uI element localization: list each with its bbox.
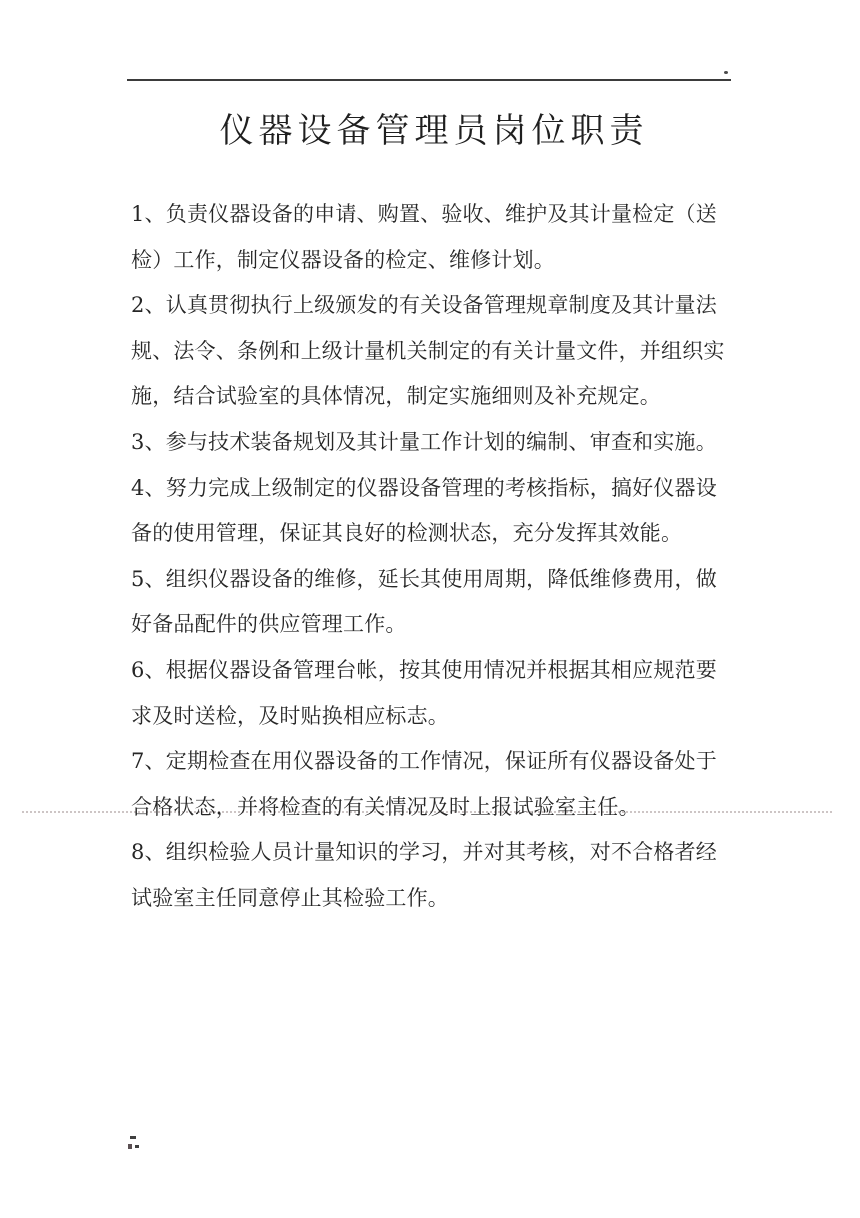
paragraph-line: 合格状态，并将检查的有关情况及时上报试验室主任。: [131, 794, 640, 819]
paragraph-line: 求及时送检，及时贴换相应标志。: [131, 703, 449, 728]
horizontal-rule: [127, 79, 731, 81]
paragraph-line: 施，结合试验室的具体情况，制定实施细则及补充规定。: [131, 384, 661, 409]
paragraph-line: 7、定期检查在用仪器设备的工作情况，保证所有仪器设备处于: [131, 749, 717, 774]
paragraph-line: 检）工作，制定仪器设备的检定、维修计划。: [131, 247, 555, 272]
paragraph-line: 5、组织仪器设备的维修，延长其使用周期，降低维修费用，做: [131, 566, 717, 591]
paragraph-6: [131, 648, 725, 739]
paragraph-line: 3、参与技术装备规划及其计量工作计划的编制、审查和实施。: [131, 429, 717, 454]
speck-dot-bottom-left-b: [135, 1145, 139, 1148]
paragraph-7: [131, 739, 725, 830]
paragraph-4: [131, 466, 725, 557]
paragraph-line: 2、认真贯彻执行上级颁发的有关设备管理规章制度及其计量法: [131, 293, 717, 318]
paragraph-line: 备的使用管理，保证其良好的检测状态，充分发挥其效能。: [131, 521, 683, 546]
page-title: 仪器设备管理员岗位职责: [219, 111, 649, 151]
paragraph-line: 好备品配件的供应管理工作。: [131, 612, 407, 637]
paragraph-line: 规、法令、条例和上级计量机关制定的有关计量文件，并组织实: [131, 338, 725, 363]
paragraph-1: [131, 192, 725, 283]
paragraph-line: 试验室主任同意停止其检验工作。: [131, 885, 449, 910]
paragraph-2: [131, 283, 725, 420]
paragraph-3: [131, 420, 725, 466]
document-body: [131, 192, 725, 922]
paragraph-line: 1、负责仪器设备的申请、购置、验收、维护及其计量检定（送: [131, 202, 717, 226]
paragraph-5: [131, 557, 725, 648]
paragraph-8: [131, 830, 725, 921]
paragraph-line: 4、努力完成上级制定的仪器设备管理的考核指标，搞好仪器设: [131, 475, 717, 500]
speck-dot-bottom-left-a: [128, 1144, 132, 1149]
speck-dash-bottom-left: [130, 1136, 136, 1139]
paragraph-line: 6、根据仪器设备管理台帐，按其使用情况并根据其相应规范要: [131, 657, 717, 682]
speck-dot-top-right: [724, 71, 728, 74]
paragraph-line: 8、组织检验人员计量知识的学习，并对其考核，对不合格者经: [131, 840, 717, 865]
